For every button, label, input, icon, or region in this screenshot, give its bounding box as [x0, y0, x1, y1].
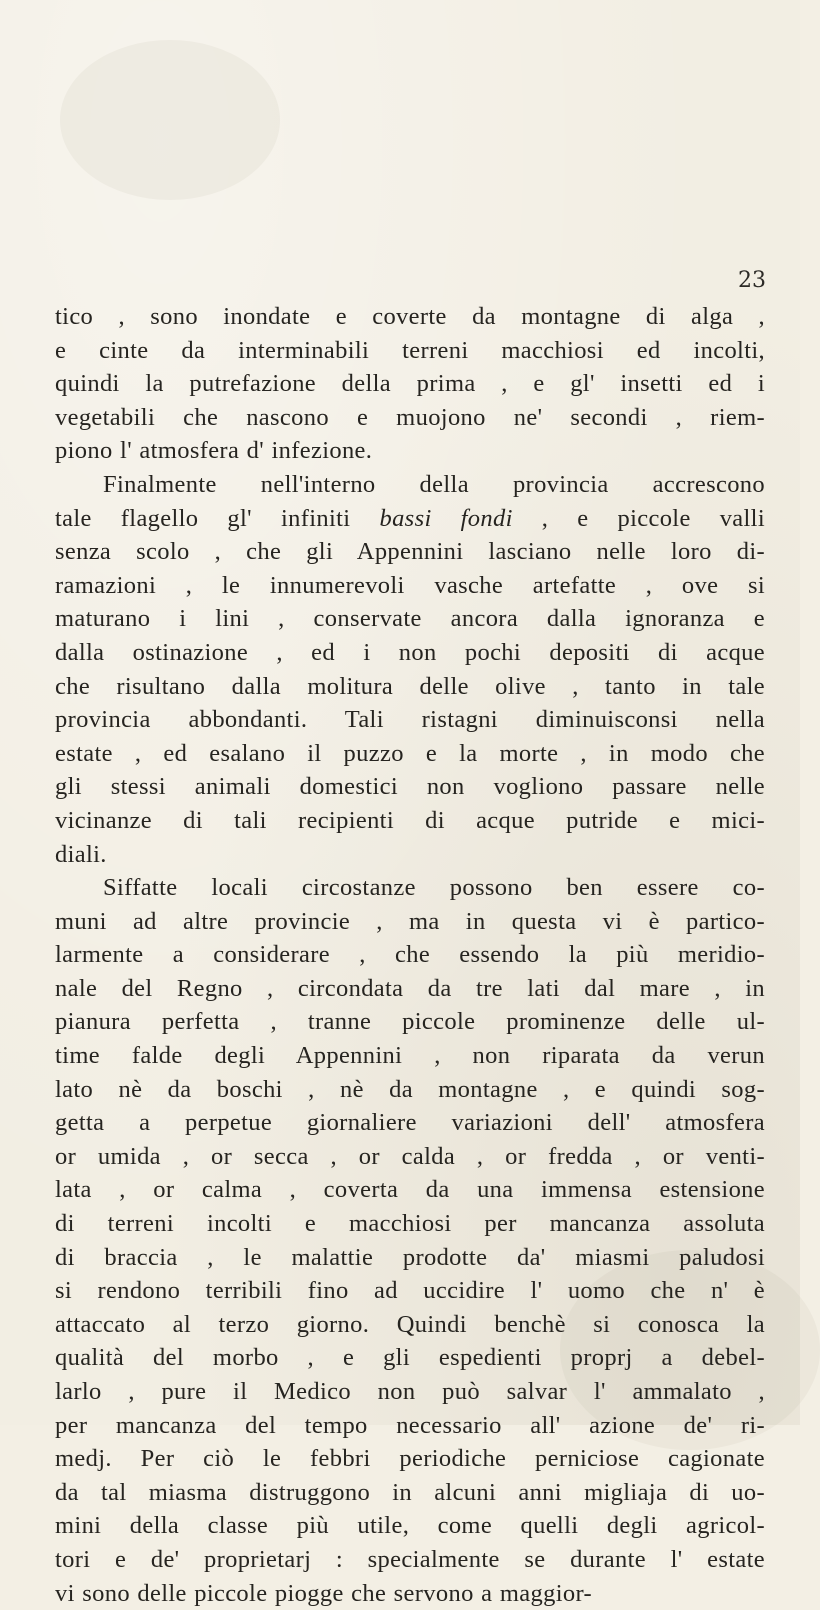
text-line: mini della classe più utile, come quelli degli agricol- — [55, 1512, 765, 1540]
text-line: da tal miasma distruggono in alcuni anni migliaja di uo- — [55, 1478, 765, 1506]
paragraph — [55, 871, 765, 1610]
body-text — [55, 300, 765, 1610]
text-line: attaccato al terzo giorno. Quindi benchè si conosca la — [55, 1310, 765, 1338]
text-line: larmente a considerare , che essendo la più meridio- — [55, 941, 765, 969]
text-line: di braccia , le malattie prodotte da' miasmi paludosi — [55, 1243, 765, 1271]
text-line: vicinanze di tali recipienti di acque putride e mici- — [55, 806, 765, 834]
text-line: di terreni incolti e macchiosi per mancanza assoluta — [55, 1210, 765, 1238]
text-line: time falde degli Appennini , non riparata da verun — [55, 1042, 765, 1070]
text-line: muni ad altre provincie , ma in questa vi è partico- — [55, 907, 765, 935]
text-line: pianura perfetta , tranne piccole prominenze delle ul- — [55, 1008, 765, 1036]
text-line: diali. — [55, 840, 107, 868]
text-line: dalla ostinazione , ed i non pochi depositi di acque — [55, 638, 765, 666]
text-line: maturano i lini , conservate ancora dalla ignoranza e — [55, 605, 765, 633]
text-line: piono l' atmosfera d' infezione. — [55, 437, 373, 465]
paragraph — [55, 468, 765, 871]
text-line: tale flagello gl' infiniti bassi fondi , e piccole valli — [55, 504, 765, 532]
text-line: or umida , or secca , or calda , or fredda , or venti- — [55, 1142, 765, 1170]
text-line: per mancanza del tempo necessario all' azione de' ri- — [55, 1411, 765, 1439]
text-line: Siffatte locali circostanze possono ben essere co- — [103, 874, 765, 902]
text-line: tico , sono inondate e coverte da montagne di alga , — [55, 303, 765, 330]
text-line: provincia abbondanti. Tali ristagni diminuisconsi nella — [55, 706, 765, 734]
text-line: larlo , pure il Medico non può salvar l' ammalato , — [55, 1378, 765, 1405]
text-line: si rendono terribili fino ad uccidire l' uomo che n' è — [55, 1277, 765, 1305]
text-line: lato nè da boschi , nè da montagne , e quindi sog- — [55, 1075, 765, 1103]
text-line: vi sono delle piccole piogge che servono a maggior- — [55, 1579, 592, 1607]
text-line: tori e de' proprietarj : specialmente se durante l' estate — [55, 1545, 765, 1573]
text-line: senza scolo , che gli Appennini lasciano nelle loro di- — [55, 538, 765, 566]
text-line: vegetabili che nascono e muojono ne' secondi , riem- — [55, 403, 765, 431]
paper-stain — [60, 40, 280, 200]
text-line: medj. Per ciò le febbri periodiche perniciose cagionate — [55, 1445, 765, 1473]
text-line: che risultano dalla molitura delle olive , tanto in tale — [55, 672, 765, 700]
text-line: ramazioni , le innumerevoli vasche artefatte , ove si — [55, 571, 765, 599]
text-line: nale del Regno , circondata da tre lati dal mare , in — [55, 974, 765, 1002]
paragraph — [55, 300, 765, 468]
page-number: 23 — [738, 268, 766, 293]
text-line: getta a perpetue giornaliere variazioni dell' atmosfera — [55, 1109, 765, 1137]
text-line: estate , ed esalano il puzzo e la morte , in modo che — [55, 739, 765, 767]
text-line: quindi la putrefazione della prima , e gl' insetti ed i — [55, 370, 765, 398]
text-line: gli stessi animali domestici non vogliono passare nelle — [55, 773, 765, 801]
text-line: Finalmente nell'interno della provincia accrescono — [103, 470, 765, 498]
text-line: e cinte da interminabili terreni macchiosi ed incolti, — [55, 336, 765, 364]
text-line: qualità del morbo , e gli espedienti proprj a debel- — [55, 1344, 765, 1372]
text-line: lata , or calma , coverta da una immensa estensione — [55, 1176, 765, 1204]
